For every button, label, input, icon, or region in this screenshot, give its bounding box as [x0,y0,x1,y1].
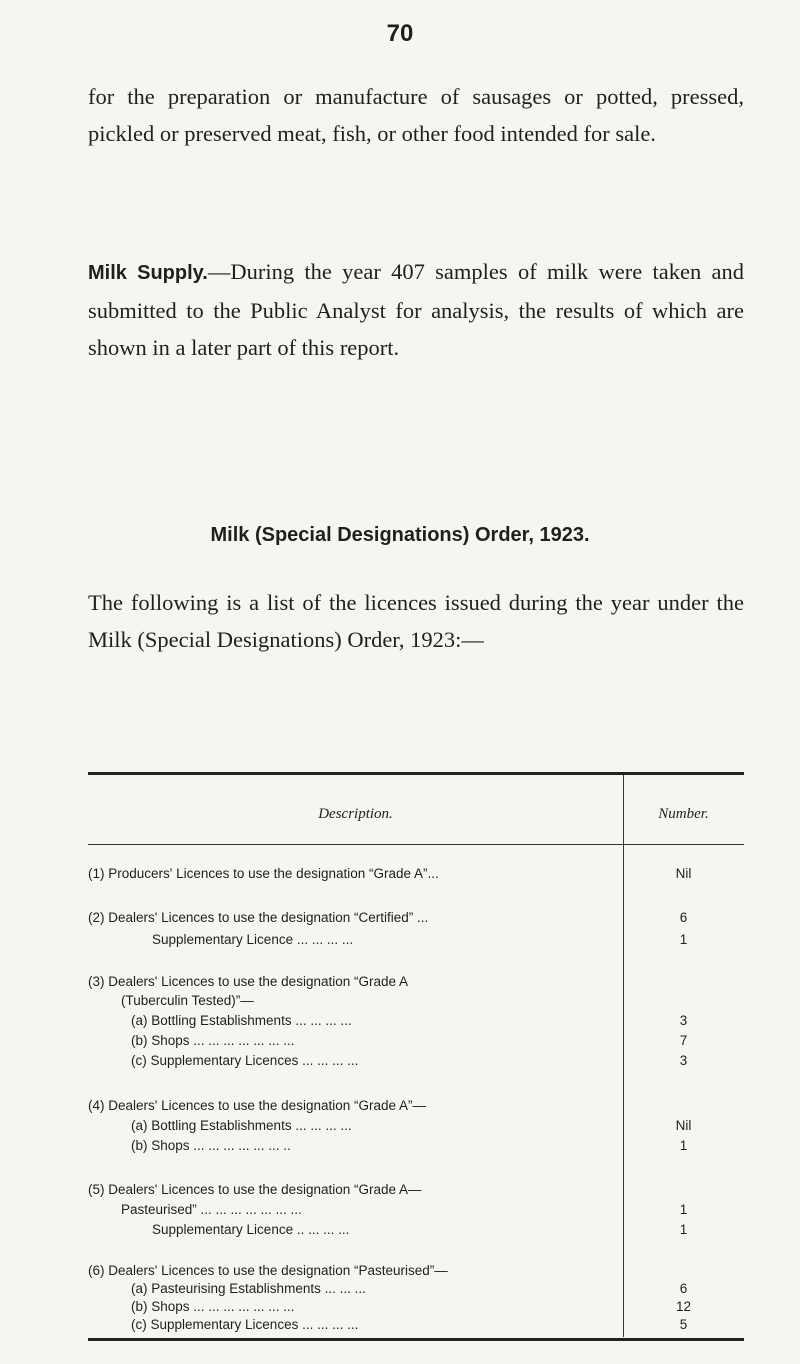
row-description: (Tuberculin Tested)”— [121,993,254,1008]
row-number: 1 [679,932,688,947]
table-row [88,931,744,949]
milk-supply-paragraph [88,253,744,366]
row-number: 6 [679,1281,688,1296]
order-title: Milk (Special Designations) Order, 1923. [210,524,590,546]
table-row [88,1052,744,1070]
row-description: (5) Dealers' Licences to use the designation “Grade A— [88,1182,422,1197]
table-row [88,1280,744,1298]
row-description: Supplementary Licence ... ... ... ... [152,932,354,947]
row-number: 3 [679,1053,688,1068]
row-number: 1 [679,1202,688,1217]
row-description: (a) Bottling Establishments ... ... ... ... [131,1118,352,1133]
table-row [88,865,744,883]
table-row [88,1316,744,1334]
page-number: 70 [386,20,414,47]
row-description: (a) Bottling Establishments ... ... ... ... [131,1013,352,1028]
row-number: Nil [675,1118,692,1133]
row-description: Supplementary Licence .. ... ... ... [152,1222,350,1237]
row-number: 1 [679,1222,688,1237]
table-row [88,1117,744,1135]
row-description: (a) Pasteurising Establishments ... ... ... [131,1281,366,1296]
table-row [88,1181,744,1199]
row-description: (b) Shops ... ... ... ... ... ... ... [131,1033,295,1048]
row-description: (c) Supplementary Licences ... ... ... ... [131,1317,359,1332]
table-row [88,1221,744,1239]
row-number: 12 [675,1299,692,1314]
row-number: 3 [679,1013,688,1028]
row-description: (4) Dealers' Licences to use the designation “Grade A”— [88,1098,427,1113]
table-row [88,992,744,1010]
row-number: 1 [679,1138,688,1153]
table-row [88,1298,744,1316]
row-description: (b) Shops ... ... ... ... ... ... .. [131,1138,291,1153]
row-description: (c) Supplementary Licences ... ... ... ... [131,1053,359,1068]
row-number: 6 [679,910,688,925]
row-description: (1) Producers' Licences to use the designation “Grade A”... [88,866,439,881]
row-number: 7 [679,1033,688,1048]
table-row [88,973,744,991]
table-row [88,1012,744,1030]
milk-supply-text: —During the year 407 samples of milk were taken and submitted to the Public Analyst for analysis, the results of which are shown in a later part of this report. [88,259,744,360]
row-number: Nil [675,866,692,881]
table-row [88,1201,744,1219]
row-description: (3) Dealers' Licences to use the designation “Grade A [88,974,409,989]
table-row [88,1137,744,1155]
order-intro-paragraph: The following is a list of the licences issued during the year under the Milk (Special Designations) Order, 1923:— [88,590,744,652]
row-number: 5 [679,1317,688,1332]
table-top-rule [88,772,744,775]
table-row [88,909,744,927]
licences-table [88,772,744,1364]
row-description: (6) Dealers' Licences to use the designation “Pasteurised”— [88,1263,448,1278]
milk-supply-heading: Milk Supply. [88,262,208,284]
header-number: Number. [658,806,709,822]
table-bottom-rule [88,1338,744,1341]
header-description: Description. [318,806,393,822]
table-row [88,1262,744,1280]
intro-paragraph: for the preparation or manufacture of sausages or potted, pressed, pickled or preserved meat, fish, or other food intended for sale. [88,84,744,146]
row-description: (b) Shops ... ... ... ... ... ... ... [131,1299,295,1314]
row-description: Pasteurised” ... ... ... ... ... ... ... [121,1202,302,1217]
table-row [88,1032,744,1050]
row-description: (2) Dealers' Licences to use the designation “Certified” ... [88,910,429,925]
table-row [88,1097,744,1115]
table-header-rule [88,844,744,845]
